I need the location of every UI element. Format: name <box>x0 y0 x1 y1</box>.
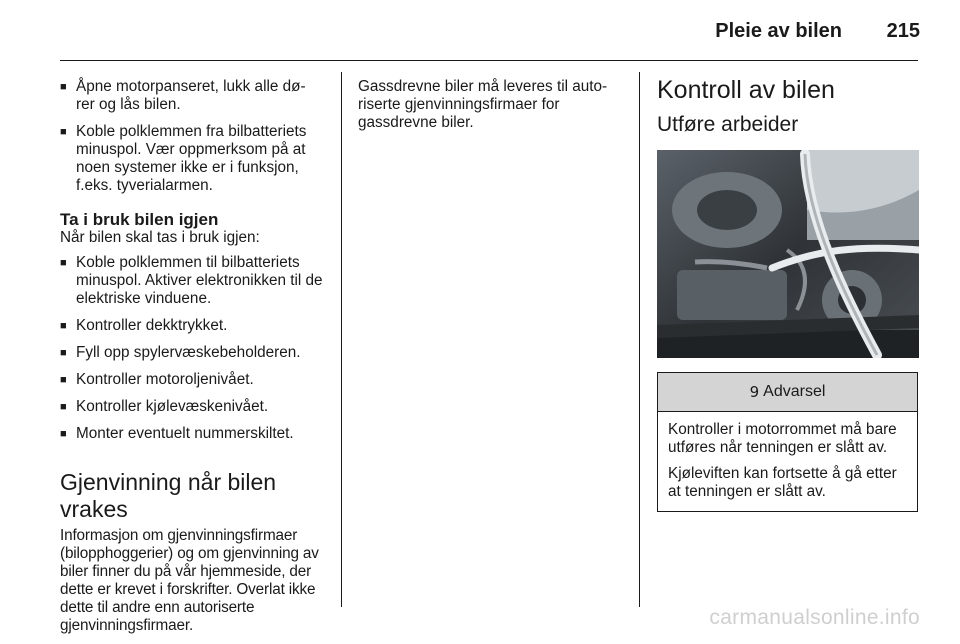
recycling-text: Informasjon om gjenvinningsfirmaer (bilopphoggerier) og om gjenvinning av biler finner du på vår hjemmeside, der dette er krevet i forskrifter. Overlat ikke dette til andre enn autoriserte gjenvinningsfirmaer. <box>60 527 319 634</box>
column-right <box>657 76 919 512</box>
list-item-text: Kontroller motoroljenivået. <box>76 371 254 388</box>
list-item-text: Monter eventuelt nummerskiltet. <box>76 425 294 442</box>
warning-paragraph: Kjøleviften kan fortsette å gå etter at tenningen er slått av. <box>668 465 897 500</box>
bullet-icon: ■ <box>60 320 67 332</box>
warning-box <box>657 372 918 512</box>
bullet-icon: ■ <box>60 428 67 440</box>
list-item-text: Åpne motorpanseret, lukk alle dø- rer og lås bilen. <box>76 78 306 113</box>
engine-bay-illustration <box>657 150 919 358</box>
page-header <box>0 0 960 60</box>
warning-title: Advarsel <box>763 383 826 400</box>
list-item <box>60 344 332 362</box>
bullet-icon: ■ <box>60 81 67 93</box>
bullet-icon: ■ <box>60 401 67 413</box>
page-number: 215 <box>886 20 920 42</box>
subheading-work: Utføre arbeider <box>657 113 799 136</box>
warning-icon: 9 <box>749 383 760 401</box>
list-item <box>60 78 332 114</box>
list-item <box>60 371 332 389</box>
watermark: carmanualsonline.info <box>709 606 920 629</box>
list-item <box>60 425 332 443</box>
column-divider-1 <box>341 72 342 607</box>
list-item-text: Fyll opp spylervæskebeholderen. <box>76 344 301 361</box>
warning-header <box>658 373 917 412</box>
header-divider <box>60 60 918 61</box>
column-divider-2 <box>639 72 640 607</box>
list-item-text: Koble polklemmen til bilbatteriets minuspol. Aktiver elektronikken til de elektriske vinduene. <box>76 254 323 307</box>
gas-vehicle-text: Gassdrevne biler må leveres til auto- riserte gjenvinningsfirmaer for gassdrevne biler. <box>358 78 608 131</box>
column-left <box>60 78 332 644</box>
warning-paragraph: Kontroller i motorrommet må bare utføres når tenningen er slått av. <box>668 421 897 456</box>
list-item <box>60 254 332 308</box>
engine-bay-photo <box>657 150 919 358</box>
list-item-text: Kontroller kjølevæskenivået. <box>76 398 269 415</box>
section-heading-recycling: Gjenvinning når bilen vrakes <box>60 469 277 522</box>
bullet-icon: ■ <box>60 257 67 269</box>
list-item <box>60 123 332 195</box>
column-middle <box>358 78 626 141</box>
page-heading: Kontroll av bilen <box>657 76 835 104</box>
restore-intro: Når bilen skal tas i bruk igjen: <box>60 229 260 246</box>
page-section-title: Pleie av bilen <box>715 20 842 42</box>
bullet-icon: ■ <box>60 347 67 359</box>
bullet-icon: ■ <box>60 126 67 138</box>
list-item-text: Kontroller dekktrykket. <box>76 317 228 334</box>
list-item-text: Koble polklemmen fra bilbatteriets minuspol. Vær oppmerksom på at noen systemer ikke er i funksjon, f.eks. tyverialarmen. <box>76 123 307 194</box>
subheading-restore: Ta i bruk bilen igjen <box>60 210 219 229</box>
warning-body <box>658 412 917 511</box>
bullet-icon: ■ <box>60 374 67 386</box>
list-item <box>60 398 332 416</box>
list-item <box>60 317 332 335</box>
